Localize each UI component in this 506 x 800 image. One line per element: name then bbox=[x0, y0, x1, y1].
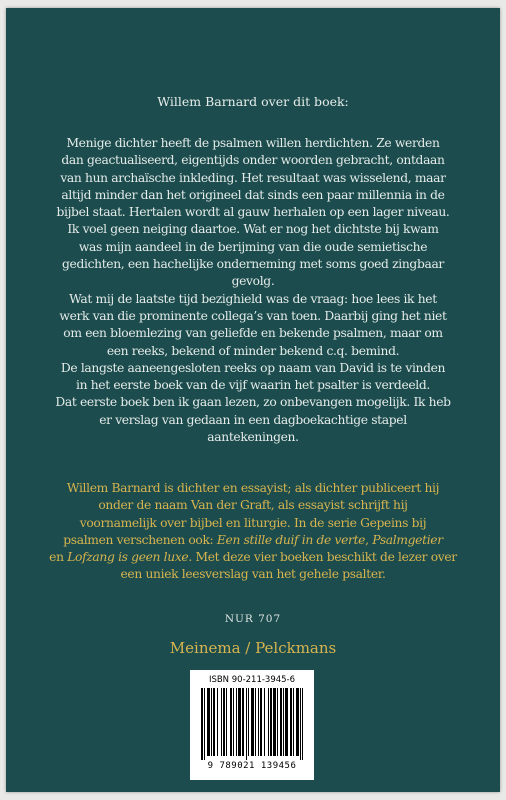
barcode-bar bbox=[258, 688, 259, 756]
barcode-bar bbox=[204, 688, 205, 760]
nur-code: NUR 707 bbox=[224, 613, 282, 625]
book-title: Lofzang is geen luxe bbox=[67, 550, 189, 565]
barcode-bar bbox=[238, 688, 241, 756]
barcode-bar bbox=[280, 688, 282, 756]
description-line: gevolg. bbox=[231, 274, 275, 289]
barcode-bar bbox=[296, 688, 299, 756]
barcode-digits: 9 789021 139456 bbox=[207, 761, 297, 771]
barcode-bar bbox=[268, 688, 269, 756]
description-line: altijd minder dan het origineel dat sinds een paar millennia in de bbox=[61, 187, 445, 202]
description-line: gedichten, een hachelijke onderneming met soms goed zingbaar bbox=[62, 257, 444, 272]
description-line: er verslag van gedaan in een dagboekachtige stapel bbox=[99, 412, 407, 427]
bio-line bbox=[6, 532, 500, 549]
description-line: Wat mij de laatste tijd bezighield was de vraag: hoe lees ik het bbox=[69, 291, 437, 306]
barcode-bar bbox=[236, 688, 237, 756]
book-title: Een stille duif in de verte bbox=[216, 532, 366, 547]
bio-line: Willem Barnard is dichter en essayist; als dichter publiceert hij bbox=[66, 481, 440, 495]
barcode-bar bbox=[223, 688, 225, 756]
description-line: werk van die prominente collega’s van toen. Daarbij ging het niet bbox=[59, 308, 447, 323]
back-cover bbox=[6, 8, 500, 792]
description-line: De langste aaneengesloten reeks op naam van David is te vinden bbox=[60, 360, 446, 375]
barcode-bar bbox=[248, 688, 249, 756]
bio-text: , bbox=[365, 532, 373, 547]
barcode-bar bbox=[242, 688, 244, 756]
barcode-bar bbox=[270, 688, 272, 756]
description-line: Menige dichter heeft de psalmen willen herdichten. Ze werden bbox=[66, 136, 440, 150]
barcode-bar bbox=[207, 688, 210, 756]
barcode-bar bbox=[246, 688, 247, 760]
intro-heading: Willem Barnard over dit boek: bbox=[157, 94, 349, 109]
description-line: om een bloemlezing van geliefde en bekende psalmen, maar om bbox=[63, 326, 443, 341]
barcode-bar bbox=[255, 688, 256, 756]
description-line: was mijn aandeel in de berijming van die oude semietische bbox=[78, 239, 428, 254]
description-line: aantekeningen. bbox=[207, 430, 299, 445]
barcode-bar bbox=[233, 688, 234, 756]
isbn-barcode bbox=[190, 670, 314, 780]
bio-text: en bbox=[49, 550, 68, 565]
barcode-bar bbox=[302, 688, 303, 760]
barcode-bar bbox=[211, 688, 212, 756]
description-line: een reeks, bekend of minder bekend c.q. bemind. bbox=[106, 343, 400, 358]
barcode-bar bbox=[285, 688, 288, 756]
description-line: dan geactualiseerd, eigentijds onder woorden gebracht, ontdaan bbox=[61, 153, 445, 168]
barcode-bar bbox=[251, 688, 254, 756]
bio-line: onder de naam Van der Graft, als essayist schrijft hij bbox=[98, 498, 408, 513]
barcode-bar bbox=[293, 688, 294, 756]
description-line: in het eerste boek van de vijf waarin het psalter is verdeeld. bbox=[76, 378, 430, 393]
barcode-bars bbox=[200, 688, 304, 760]
description-line: Ik voel geen neiging daartoe. Wat er nog het dichtste bij kwam bbox=[67, 222, 439, 237]
isbn-label: ISBN 90-211-3945-6 bbox=[208, 675, 296, 685]
bio-text: psalmen verschenen ook: bbox=[63, 532, 217, 547]
author-bio bbox=[6, 480, 500, 584]
barcode-bar bbox=[273, 688, 276, 756]
book-title: Psalmgetier bbox=[372, 532, 443, 547]
barcode-bar bbox=[283, 688, 284, 756]
description-line: van hun archaïsche inkleding. Het resultaat was wisselend, maar bbox=[60, 170, 446, 185]
barcode-bar bbox=[201, 688, 203, 760]
barcode-bar bbox=[277, 688, 278, 756]
barcode-bar bbox=[217, 688, 218, 756]
barcode-bar bbox=[290, 688, 292, 756]
bio-line: een uniek leesverslag van het gehele psalter. bbox=[120, 567, 386, 582]
barcode-bar bbox=[264, 688, 265, 756]
description-line: Dat eerste boek ben ik gaan lezen, zo onbevangen mogelijk. Ik heb bbox=[55, 395, 451, 410]
description-text bbox=[6, 135, 500, 446]
bio-text: . Met deze vier boeken beschikt de lezer over bbox=[188, 550, 457, 565]
barcode-bar bbox=[260, 688, 262, 756]
barcode-bar bbox=[213, 688, 215, 756]
barcode-bar bbox=[221, 688, 222, 756]
publisher-name: Meinema / Pelckmans bbox=[169, 639, 337, 657]
bio-line: voornamelijk over bijbel en liturgie. In de serie Gepeins bij bbox=[79, 515, 427, 530]
description-line: bijbel staat. Hertalen wordt al gauw herhalen op een lager niveau. bbox=[56, 205, 450, 220]
barcode-bar bbox=[230, 688, 232, 756]
bio-line bbox=[6, 549, 500, 566]
barcode-bar bbox=[226, 688, 227, 756]
barcode-bar bbox=[300, 688, 301, 760]
